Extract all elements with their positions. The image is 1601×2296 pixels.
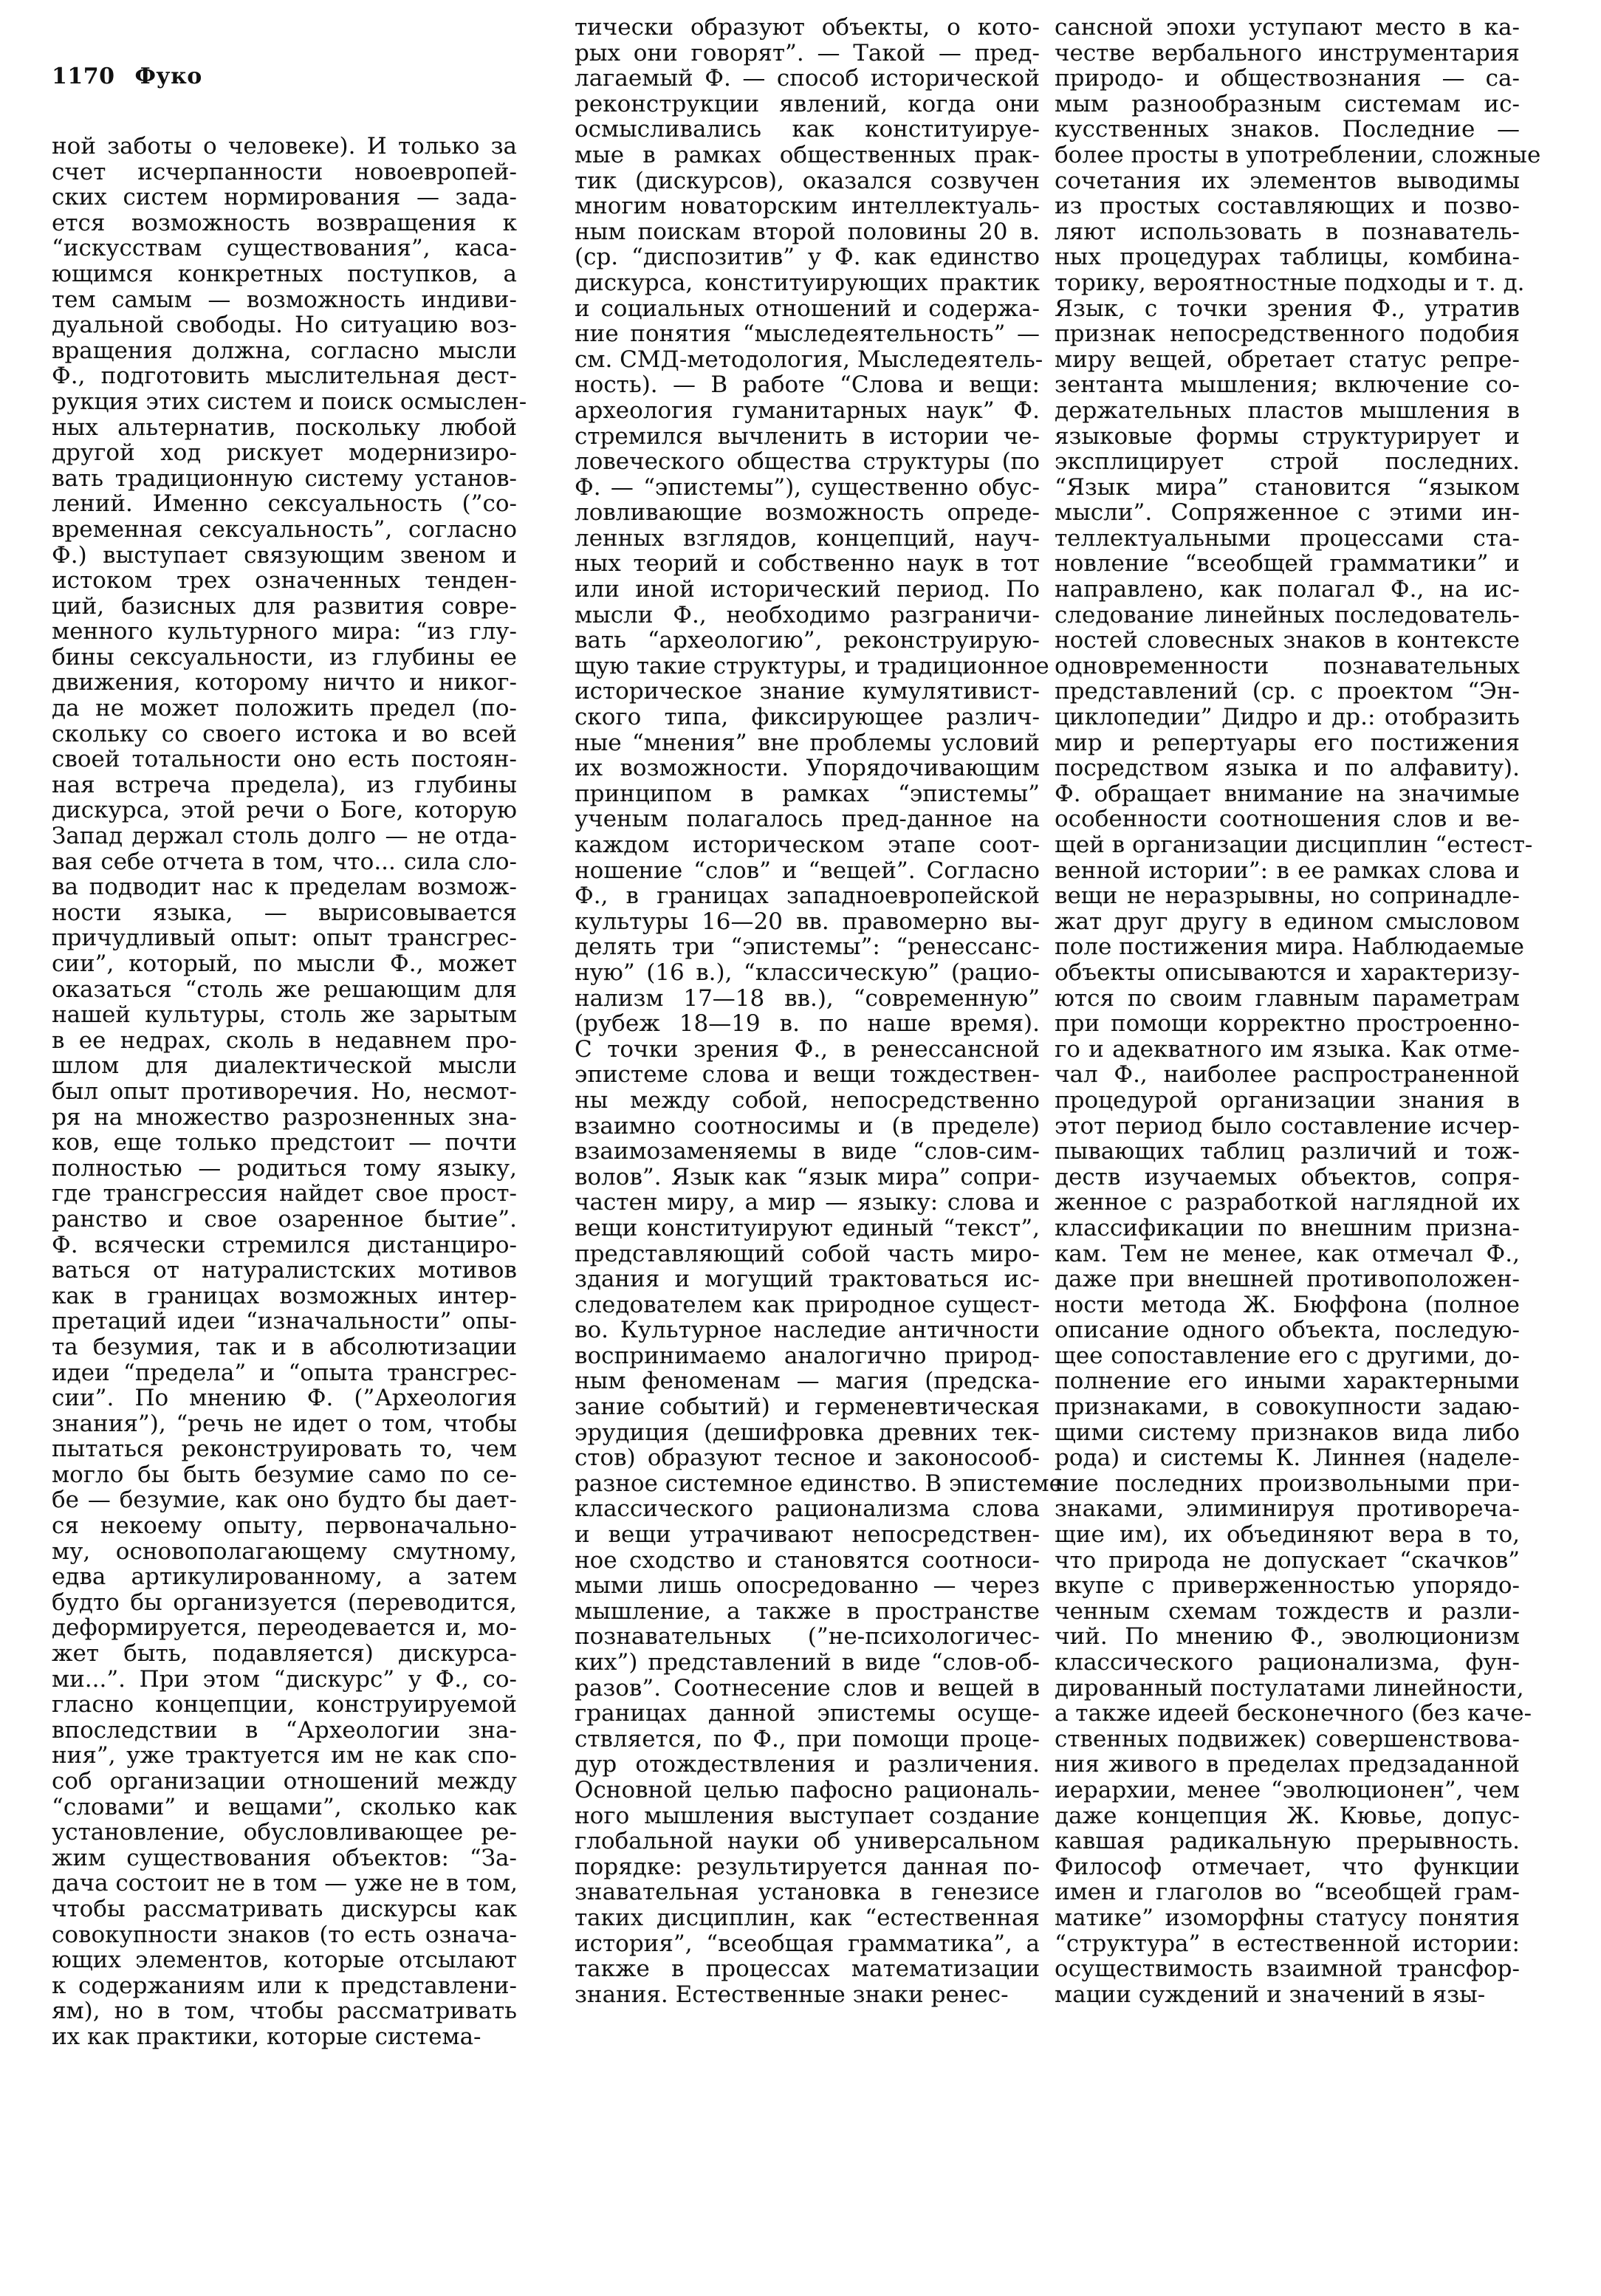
- text-line: му, основополагающему смутному,: [52, 1538, 517, 1565]
- text-line: особенности соотношения слов и ве-: [1055, 806, 1520, 833]
- text-line: принципом в рамках “эпистемы”: [575, 780, 1040, 807]
- text-line: ляют использовать в познаватель-: [1055, 218, 1520, 245]
- text-line: временная сексуальность”, согласно: [52, 515, 517, 543]
- text-line: ются по своим главным параметрам: [1055, 984, 1520, 1012]
- text-line: ранство и свое озаренное бытие”.: [52, 1205, 517, 1233]
- text-line: тик (дискурсов), оказался созвучен: [575, 167, 1040, 194]
- text-line: пывающих таблиц различий и тож-: [1055, 1138, 1520, 1165]
- text-line: ченным схемам тождеств и разли-: [1055, 1597, 1520, 1625]
- text-line: ловливающие возможность опреде-: [575, 499, 1040, 527]
- text-line: совокупности знаков (то есть означа-: [52, 1921, 517, 1948]
- text-line: дача состоит не в том — уже не в том,: [52, 1870, 518, 1897]
- text-line: частен миру, а мир — языку: слова и: [575, 1189, 1040, 1216]
- text-line: лагаемый Ф. — способ исторической: [575, 65, 1040, 92]
- text-line: Ф., в границах западноевропейской: [575, 883, 1040, 910]
- text-line: бины сексуальности, из глубины ее: [52, 643, 517, 671]
- text-line: щей в организации дисциплин “естест-: [1055, 832, 1533, 858]
- text-line: скольку со своего истока и во всей: [52, 720, 517, 747]
- text-line: ния живого в пределах предзаданной: [1055, 1751, 1520, 1778]
- text-line: ности метода Ж. Бюффона (полное: [1055, 1291, 1520, 1318]
- text-line: ющимся конкретных поступков, а: [52, 260, 517, 287]
- text-line: языковые формы структурирует и: [1055, 422, 1520, 450]
- text-line: Ф. обращает внимание на значимые: [1055, 780, 1520, 807]
- text-line: осуществимость взаимной трансфор-: [1055, 1956, 1520, 1983]
- text-line: ную” (16 в.), “классическую” (рацио-: [575, 959, 1040, 986]
- text-line: представляющий собой часть миро-: [575, 1240, 1040, 1267]
- text-line: кавшая радикальную прерывность.: [1055, 1828, 1520, 1855]
- text-line: Ф. — “эпистемы”), существенно обус-: [575, 473, 1040, 501]
- text-line: одновременности познавательных: [1055, 652, 1520, 679]
- text-line: кусственных знаков. Последние —: [1055, 116, 1520, 143]
- text-line: ря на множество разрозненных зна-: [52, 1103, 517, 1131]
- text-column-2: [575, 14, 1063, 2008]
- text-line: оказаться “столь же решающим для: [52, 976, 517, 1003]
- text-line: эпистеме слова и вещи тождествен-: [575, 1061, 1040, 1089]
- text-line: направлено, как полагал Ф., на ис-: [1055, 576, 1520, 603]
- text-line: процедурой организации знания в: [1055, 1086, 1520, 1114]
- text-line: ваться от натуралистских мотивов: [52, 1257, 517, 1284]
- text-line: ского типа, фиксирующее различ-: [575, 704, 1040, 731]
- text-line: менного культурного мира: “из глу-: [52, 618, 517, 645]
- text-line: знания. Естественные знаки ренес-: [575, 1981, 1009, 2008]
- text-line: ких”) представлений в виде “слов-об-: [575, 1649, 1040, 1676]
- text-line: дискурса, конституирующих практик: [575, 269, 1040, 296]
- text-line: “Язык мира” становится “языком: [1055, 473, 1520, 501]
- text-line: границах данной эпистемы осуще-: [575, 1700, 1040, 1727]
- text-line: торику, вероятностные подходы и т. д.: [1055, 269, 1525, 296]
- text-line: деформируется, переодевается и, мо-: [52, 1614, 517, 1642]
- text-line: археология гуманитарных наук” Ф.: [575, 397, 1040, 424]
- text-line: их как практики, которые система-: [52, 2023, 481, 2050]
- text-line: вещи не неразрывны, но сопринадле-: [1055, 883, 1520, 910]
- text-line: чал Ф., наиболее распространенной: [1055, 1061, 1520, 1089]
- text-line: глобальной науки об универсальном: [575, 1828, 1040, 1855]
- text-line: дур отождествления и различения.: [575, 1751, 1040, 1778]
- text-line: причудливый опыт: опыт трансгрес-: [52, 925, 517, 952]
- text-line: впоследствии в “Археологии зна-: [52, 1716, 517, 1744]
- text-line: сансной эпохи уступают место в ка-: [1055, 14, 1520, 41]
- text-line: женное с разработкой наглядной их: [1055, 1189, 1520, 1216]
- text-line: в ее недрах, сколь в недавнем про-: [52, 1027, 517, 1054]
- text-line: сочетания их элементов выводимы: [1055, 167, 1520, 194]
- text-line: ны между собой, непосредственно: [575, 1086, 1040, 1114]
- text-line: (ср. “диспозитив” у Ф. как единство: [575, 244, 1040, 271]
- text-line: объекты описываются и характеризу-: [1055, 959, 1520, 986]
- text-line: ми...”. При этом “дискурс” у Ф., со-: [52, 1665, 517, 1693]
- text-line: взаимно соотносимы и (в пределе): [575, 1112, 1040, 1140]
- text-line: следование линейных последователь-: [1055, 601, 1520, 628]
- text-line: знаками, элиминируя противореча-: [1055, 1495, 1520, 1523]
- text-line: Философ отмечает, что функции: [1055, 1853, 1520, 1880]
- text-line: мыми лишь опосредованно — через: [575, 1572, 1040, 1600]
- text-line: та безумия, так и в абсолютизации: [52, 1333, 517, 1360]
- text-line: как в границах возможных интер-: [52, 1282, 517, 1309]
- text-line: щие им), их объединяют вера в то,: [1055, 1521, 1520, 1549]
- text-line: или иной исторический период. По: [575, 576, 1040, 603]
- text-line: Ф., подготовить мыслительная дест-: [52, 363, 517, 390]
- text-line: таких дисциплин, как “естественная: [575, 1904, 1040, 1931]
- text-line: зентанта мышления; включение со-: [1055, 371, 1520, 399]
- text-line: сии”. По мнению Ф. (”Археология: [52, 1385, 517, 1412]
- text-line: нализм 17—18 вв.), “современную”: [575, 984, 1040, 1012]
- text-line: историческое знание кумулятивист-: [575, 678, 1040, 705]
- text-line: волов”. Язык как “язык мира” сопри-: [575, 1163, 1040, 1190]
- text-line: мышление, а также в пространстве: [575, 1597, 1040, 1625]
- text-line: мым разнообразным системам ис-: [1055, 90, 1520, 117]
- text-line: венной истории”: в ее рамках слова и: [1055, 857, 1520, 884]
- text-line: тически образуют объекты, о кото-: [575, 14, 1040, 41]
- text-line: эрудиция (дешифровка древних тек-: [575, 1419, 1040, 1446]
- text-line: многим новаторским интеллектуаль-: [575, 193, 1040, 220]
- text-line: счет исчерпанности новоевропей-: [52, 158, 517, 185]
- text-line: новление “всеобщей грамматики” и: [1055, 550, 1520, 578]
- text-line: миру вещей, обретает статус репре-: [1055, 346, 1520, 373]
- text-line: во. Культурное наследие античности: [575, 1317, 1040, 1344]
- text-line: жим существования объектов: “За-: [52, 1844, 517, 1871]
- text-line: иерархии, менее “эволюционен”, чем: [1055, 1776, 1520, 1803]
- text-line: ния”, уже трактуется им не как спо-: [52, 1742, 517, 1769]
- text-line: своей тотальности оно есть постоян-: [52, 746, 517, 773]
- text-line: более просты в употреблении, сложные: [1055, 141, 1541, 168]
- text-line: щую такие структуры, и традиционное: [575, 652, 1049, 679]
- text-line: нашей культуры, столь же зарытым: [52, 1001, 517, 1029]
- text-line: ных теорий и собственно наук в тот: [575, 550, 1040, 578]
- text-line: мые в рамках общественных прак-: [575, 141, 1040, 168]
- text-line: знания”), “речь не идет о том, чтобы: [52, 1410, 517, 1437]
- text-line: признак непосредственного подобия: [1055, 321, 1520, 348]
- text-line: зание событий) и герменевтическая: [575, 1394, 1040, 1421]
- text-line: Запад держал столь долго — не отда-: [52, 823, 517, 850]
- text-line: поле постижения мира. Наблюдаемые: [1055, 933, 1525, 961]
- text-line: взаимозаменяемы в виде “слов-сим-: [575, 1138, 1040, 1165]
- text-line: разов”. Соотнесение слов и вещей в: [575, 1674, 1040, 1702]
- text-column-1: [52, 133, 527, 2050]
- text-line: держательных пластов мышления в: [1055, 397, 1520, 424]
- text-line: вещи конституируют единый “текст”,: [575, 1214, 1040, 1241]
- text-line: будто бы организуется (переводится,: [52, 1589, 517, 1616]
- text-line: даже концепция Ж. Кювье, допус-: [1055, 1802, 1520, 1829]
- text-line: полнение его иными характерными: [1055, 1368, 1520, 1395]
- text-line: вращения должна, согласно мысли: [52, 337, 517, 364]
- text-line: каждом историческом этапе соот-: [575, 832, 1040, 858]
- text-line: “словами” и вещами”, сколько как: [52, 1793, 517, 1820]
- text-line: кам. Тем не менее, как отмечал Ф.,: [1055, 1240, 1520, 1267]
- text-line: ствляется, по Ф., при помощи проце-: [575, 1725, 1040, 1752]
- text-line: ных процедурах таблицы, комбина-: [1055, 244, 1520, 271]
- text-line: пытаться реконструировать то, чем: [52, 1436, 517, 1463]
- text-line: ние последних произвольными при-: [1055, 1470, 1520, 1497]
- text-line: рых они говорят”. — Такой — пред-: [575, 39, 1040, 66]
- text-line: ние понятия “мыследеятельность” —: [575, 321, 1040, 348]
- text-line: ловеческого общества структуры (по: [575, 448, 1040, 476]
- text-line: ций, базисных для развития совре-: [52, 592, 517, 620]
- text-line: мысли Ф., необходимо разграничи-: [575, 601, 1040, 628]
- text-line: стов) образуют тесное и законосооб-: [575, 1445, 1040, 1472]
- text-line: чтобы рассматривать дискурсы как: [52, 1895, 517, 1922]
- text-line: да не может положить предел (по-: [52, 695, 517, 722]
- text-line: воспринимаемо аналогично природ-: [575, 1342, 1040, 1369]
- text-line: жет быть, подавляется) дискурса-: [52, 1640, 517, 1668]
- text-line: и социальных отношений и содержа-: [575, 295, 1040, 322]
- entry-title: Фуко: [134, 64, 202, 89]
- text-line: культуры 16—20 вв. правомерно вы-: [575, 908, 1040, 935]
- text-line: ва подводит нас к пределам возмож-: [52, 874, 517, 901]
- text-line: представлений (ср. с проектом “Эн-: [1055, 678, 1520, 705]
- text-line: признаками, в совокупности задаю-: [1055, 1394, 1520, 1421]
- text-line: классического рационализма, фун-: [1055, 1649, 1520, 1676]
- text-line: ющих элементов, которые отсылают: [52, 1947, 517, 1974]
- text-line: см. СМД-методология, Мыследеятель-: [575, 346, 1043, 373]
- text-line: циклопедии” Дидро и др.: отобразить: [1055, 704, 1520, 731]
- text-column-3: [1055, 14, 1541, 2008]
- text-line: Язык, с точки зрения Ф., утратив: [1055, 295, 1520, 322]
- text-line: лений. Именно сексуальность (”со-: [52, 490, 517, 518]
- text-line: ное сходство и становятся соотноси-: [575, 1546, 1040, 1574]
- text-line: при помощи корректно простроенно-: [1055, 1010, 1520, 1038]
- text-line: щее сопоставление его с другими, до-: [1055, 1342, 1520, 1369]
- text-line: мысли”. Сопряженное с этими ин-: [1055, 499, 1520, 527]
- text-line: ная встреча предела), из глубины: [52, 771, 517, 798]
- text-line: щими систему признаков вида либо: [1055, 1419, 1520, 1446]
- text-line: где трансгрессия найдет свое прост-: [52, 1180, 517, 1207]
- text-line: деств изучаемых объектов, сопря-: [1055, 1163, 1520, 1190]
- text-line: ям), но в том, чтобы рассматривать: [52, 1998, 517, 2025]
- text-line: ется возможность возвращения к: [52, 209, 517, 236]
- text-line: честве вербального инструментария: [1055, 39, 1520, 66]
- text-line: дированный постулатами линейности,: [1055, 1674, 1524, 1702]
- text-line: Ф. всячески стремился дистанциро-: [52, 1231, 517, 1258]
- text-line: Ф.) выступает связующим звеном и: [52, 541, 517, 569]
- text-line: к содержаниям или к представлени-: [52, 1972, 517, 1999]
- text-line: могло бы быть безумие само по се-: [52, 1461, 517, 1488]
- text-line: ного мышления выступает создание: [575, 1802, 1040, 1829]
- text-line: этот период было составление исчер-: [1055, 1112, 1520, 1140]
- text-line: дуальной свободы. Но ситуацию воз-: [52, 312, 517, 339]
- text-line: “структура” в естественной истории:: [1055, 1930, 1520, 1957]
- text-line: рукция этих систем и поиск осмыслен-: [52, 388, 527, 415]
- text-line: также в процессах математизации: [575, 1956, 1040, 1983]
- text-line: полностью — родиться тому языку,: [52, 1154, 517, 1182]
- text-line: установление, обусловливающее ре-: [52, 1819, 517, 1846]
- text-line: ной заботы о человеке). И только за: [52, 133, 517, 160]
- text-line: ленных взглядов, концепций, науч-: [575, 524, 1040, 552]
- text-line: природо- и обществознания — са-: [1055, 65, 1520, 92]
- text-line: ков, еще только предстоит — почти: [52, 1129, 517, 1156]
- text-line: ностей словесных знаков в контексте: [1055, 627, 1520, 654]
- text-line: ученым полагалось пред-данное на: [575, 806, 1040, 833]
- text-line: здания и могущий трактоваться ис-: [575, 1266, 1040, 1293]
- text-line: из простых составляющих и позво-: [1055, 193, 1520, 220]
- text-line: вая себе отчета в том, что... сила сло-: [52, 848, 517, 875]
- text-line: гласно концепции, конструируемой: [52, 1691, 517, 1718]
- text-line: идеи “предела” и “опыта трансгрес-: [52, 1359, 517, 1386]
- text-line: чий. По мнению Ф., эволюционизм: [1055, 1623, 1520, 1651]
- text-line: рода) и системы К. Линнея (наделе-: [1055, 1445, 1520, 1472]
- text-line: движения, которому ничто и никог-: [52, 669, 517, 696]
- page-number: 1170: [52, 64, 115, 89]
- text-line: матике” изоморфны статусу понятия: [1055, 1904, 1520, 1931]
- text-line: соб организации отношений между: [52, 1768, 517, 1795]
- text-line: го и адекватного им языка. Как отме-: [1055, 1035, 1520, 1063]
- text-line: классификации по внешним призна-: [1055, 1214, 1520, 1241]
- text-line: разное системное единство. В эпистеме: [575, 1470, 1063, 1497]
- text-line: что природа не допускает “скачков”: [1055, 1546, 1520, 1574]
- text-line: ных альтернатив, поскольку любой: [52, 414, 517, 441]
- text-line: классического рационализма слова: [575, 1495, 1040, 1523]
- text-line: ным поискам второй половины 20 в.: [575, 218, 1040, 245]
- text-line: имен и глаголов во “всеобщей грам-: [1055, 1879, 1520, 1906]
- text-line: мир и репертуары его постижения: [1055, 729, 1520, 756]
- text-line: описание одного объекта, последую-: [1055, 1317, 1520, 1344]
- text-line: Основной целью пафосно рациональ-: [575, 1776, 1040, 1803]
- text-line: теллектуальными процессами ста-: [1055, 524, 1520, 552]
- text-line: знавательная установка в генезисе: [575, 1879, 1040, 1906]
- text-line: следователем как природное сущест-: [575, 1291, 1040, 1318]
- text-line: дискурса, этой речи о Боге, которую: [52, 797, 517, 824]
- text-line: порядке: результируется данная по-: [575, 1853, 1040, 1880]
- text-line: их возможности. Упорядочивающим: [575, 755, 1040, 782]
- text-line: тем самым — возможность индиви-: [52, 286, 517, 313]
- text-line: реконструкции явлений, когда они: [575, 90, 1040, 117]
- running-head: [52, 64, 202, 89]
- text-line: шлом для диалектической мысли: [52, 1052, 517, 1080]
- text-line: (рубеж 18—19 в. по наше время).: [575, 1010, 1040, 1038]
- text-line: сии”, который, по мысли Ф., может: [52, 950, 517, 977]
- text-line: ности языка, — вырисовывается: [52, 899, 517, 926]
- text-line: жат друг другу в едином смысловом: [1055, 908, 1520, 935]
- text-line: “искусствам существования”, каса-: [52, 235, 517, 262]
- text-line: делять три “эпистемы”: “ренессанс-: [575, 933, 1040, 961]
- text-line: истоком трех означенных тенден-: [52, 567, 517, 594]
- text-line: эксплицирует строй последних.: [1055, 448, 1520, 476]
- text-line: ношение “слов” и “вещей”. Согласно: [575, 857, 1040, 884]
- text-line: ских систем нормирования — зада-: [52, 184, 517, 211]
- text-line: едва артикулированному, а затем: [52, 1563, 517, 1591]
- text-line: был опыт противоречия. Но, несмот-: [52, 1077, 517, 1105]
- text-line: ся некоему опыту, первоначально-: [52, 1512, 517, 1540]
- text-line: ность). — В работе “Слова и вещи:: [575, 371, 1040, 399]
- text-line: ным феноменам — магия (предска-: [575, 1368, 1040, 1395]
- text-line: стремился вычленить в истории че-: [575, 422, 1040, 450]
- text-line: претаций идеи “изначальности” опы-: [52, 1308, 517, 1335]
- text-line: ственных подвижек) совершенствова-: [1055, 1725, 1520, 1752]
- text-line: даже при внешней противоположен-: [1055, 1266, 1520, 1293]
- text-line: мации суждений и значений в язы-: [1055, 1981, 1486, 2008]
- text-line: вкупе с приверженностью упорядо-: [1055, 1572, 1520, 1600]
- text-line: вать традиционную систему установ-: [52, 465, 517, 492]
- text-line: познавательных (”не-психологичес-: [575, 1623, 1040, 1651]
- text-line: ные “мнения” вне проблемы условий: [575, 729, 1040, 756]
- text-line: а также идеей бесконечного (без каче-: [1055, 1700, 1532, 1727]
- text-line: другой ход рискует модернизиро-: [52, 439, 517, 467]
- text-line: история”, “всеобщая грамматика”, а: [575, 1930, 1040, 1957]
- text-line: бе — безумие, как оно будто бы дает-: [52, 1487, 517, 1514]
- text-line: вать “археологию”, реконструирую-: [575, 627, 1040, 654]
- text-line: С точки зрения Ф., в ренессансной: [575, 1035, 1040, 1063]
- text-line: и вещи утрачивают непосредствен-: [575, 1521, 1040, 1549]
- text-line: посредством языка и по алфавиту).: [1055, 755, 1520, 782]
- text-line: осмысливались как конституируе-: [575, 116, 1040, 143]
